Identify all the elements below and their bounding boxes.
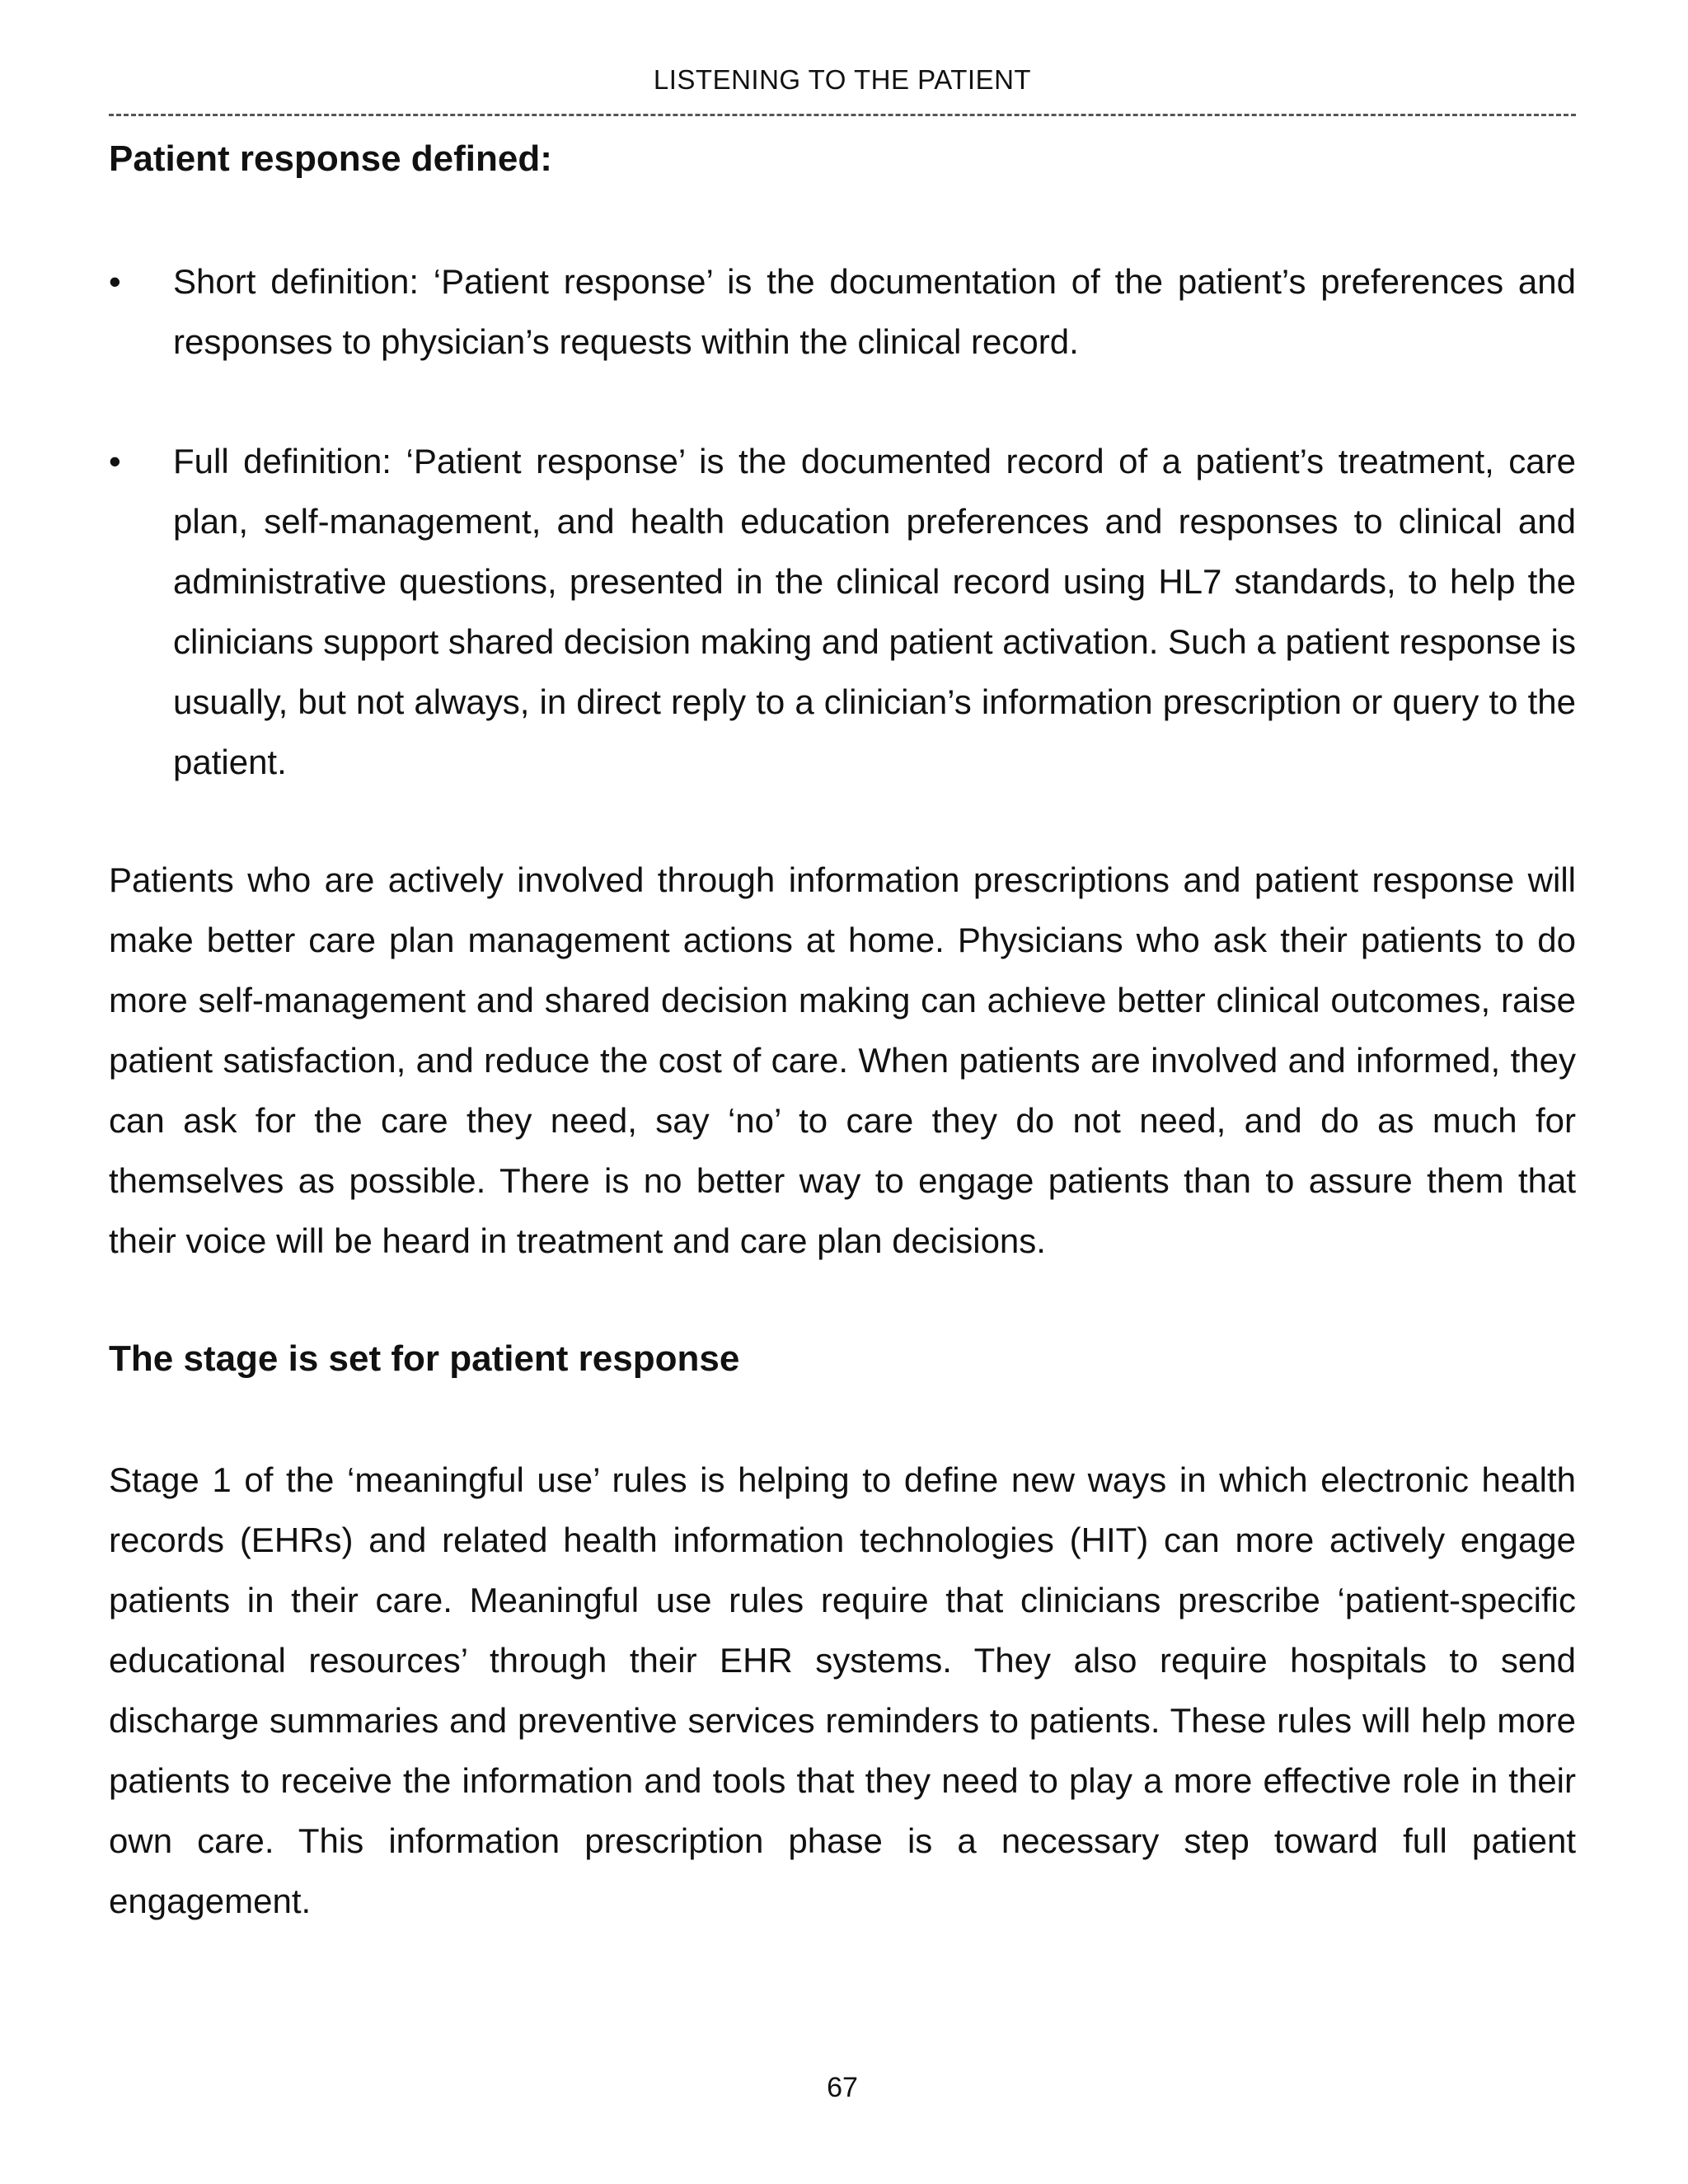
list-item-short-definition <box>109 251 1576 372</box>
section-heading-patient-response-defined: Patient response defined: <box>109 138 552 179</box>
body-paragraph-meaningful-use: Stage 1 of the ‘meaningful use’ rules is helping to define new ways in which electronic health records (EHRs) and related health information technologies (HIT) can more actively engage patients in their care. Meaningful use rules require that clinicians prescribe ‘patient-specific educational resources’ through their EHR systems. They also require hospitals to send discharge summaries and preventive services reminders to patients. These rules will help more patients to receive the information and tools that they need to play a more effective role in their own care. This information prescription phase is a necessary step toward full patient engagement. <box>109 1460 1576 1920</box>
bullet-icon: • <box>109 262 121 301</box>
document-page <box>109 0 1576 2184</box>
section-heading-stage-set: The stage is set for patient response <box>109 1338 740 1379</box>
definition-list-full <box>109 431 1576 792</box>
body-paragraph-engagement: Patients who are actively involved through information prescriptions and patient response will make better care plan management actions at home. Physicians who ask their patients to do more self-management and shared decision making can achieve better clinical outcomes, raise patient satisfaction, and reduce the cost of care. When patients are involved and informed, they can ask for the care they need, say ‘no’ to care they do not need, and do as much for themselves as possible. There is no better way to engage patients than to assure them that their voice will be heard in treatment and care plan decisions. <box>109 860 1576 1260</box>
page-number: 67 <box>827 2072 858 2103</box>
running-header: LISTENING TO THE PATIENT <box>653 64 1032 95</box>
list-item-full-definition <box>109 431 1576 792</box>
bullet-icon: • <box>109 442 121 480</box>
definition-list-short <box>109 251 1576 372</box>
short-definition-text: Short definition: ‘Patient response’ is the documentation of the patient’s preferences and responses to physician’s requests within the clinical record. <box>173 262 1576 361</box>
header-divider <box>109 114 1576 116</box>
full-definition-text: Full definition: ‘Patient response’ is the documented record of a patient’s treatment, care plan, self-management, and health education preferences and responses to clinical and administrative questions, presented in the clinical record using HL7 standards, to help the clinicians support shared decision making and patient activation. Such a patient response is usually, but not always, in direct reply to a clinician’s information prescription or query to the patient. <box>173 442 1577 781</box>
